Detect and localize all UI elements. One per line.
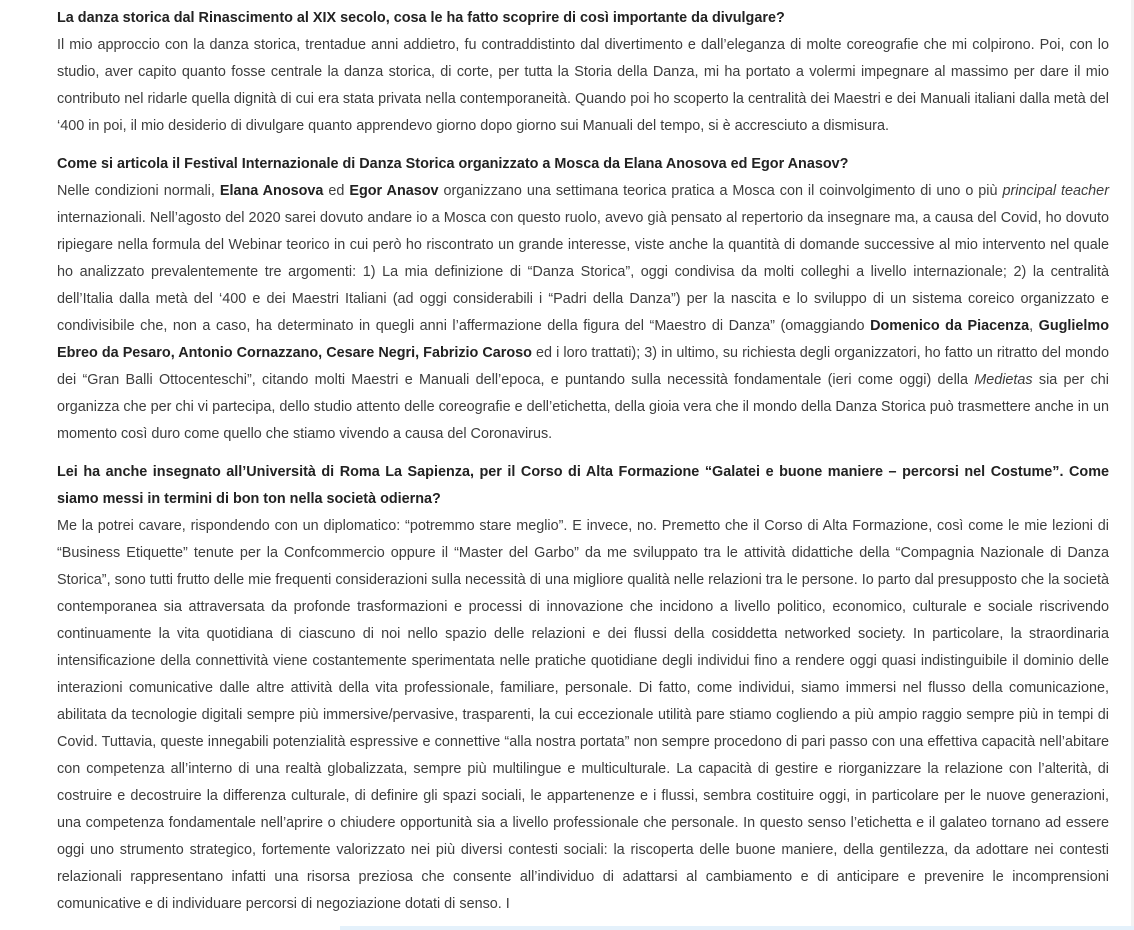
question-2: Come si articola il Festival Internazionale di Danza Storica organizzato a Mosca da Elana Anosova ed Egor Anasov?: [57, 156, 849, 172]
term-medietas: Medietas: [974, 372, 1033, 388]
answer-2: [57, 178, 1109, 448]
answer-2-text: ed i loro trattati); 3) in ultimo, su richiesta degli organizzatori, ho fatto un ritratto del mondo dei “Gran Balli Ottocenteschi”, citando molti Maestri e Manuali dell’epoca, e puntando sulla necessità fondamentale (ieri come oggi) della: [57, 345, 1109, 388]
answer-2-text: ed: [323, 183, 350, 199]
name-egor-anasov: Egor Anasov: [349, 183, 439, 199]
answer-2-text: ,: [1029, 318, 1039, 334]
name-domenico-da-piacenza: Domenico da Piacenza: [870, 318, 1030, 334]
names-dance-masters: Guglielmo Ebreo da Pesaro, Antonio Cornazzano, Cesare Negri, Fabrizio Caroso: [57, 318, 1110, 361]
answer-3: Me la potrei cavare, rispondendo con un diplomatico: “potremmo stare meglio”. E invece, no. Premetto che il Corso di Alta Formazione, così come le mie lezioni di “Business Etiquette” tenute per la Confcommercio oppure il “Master del Garbo” da me sviluppato tra le attività didattiche della “Compagnia Nazionale di Danza Storica”, sono tutti frutto delle mie frequenti considerazioni sulla necessità di una migliore qualità nelle relazioni tra le persone. Io parto dal presupposto che la società contemporanea sia attraversata da profonde trasformazioni e processi di innovazione che incidono a livello politico, economico, culturale e sociale riscrivendo continuamente la vita quotidiana di ciascuno di noi nello spazio delle relazioni e dei flussi della cosiddetta networked society. In particolare, la straordinaria intensificazione della connettività viene costantemente sperimentata nelle pratiche quotidiane degli individui fino a rendere oggi quasi indistinguibile il dominio delle interazioni comunicative dalle altre attività della vita professionale, familiare, personale. Di fatto, come individui, siamo immersi nel flusso della comunicazione, abilitata da tecnologie digitali sempre più immersive/pervasive, trasparenti, la cui eccezionale utilità pare stiamo cogliendo a più ampio raggio sempre più in tempi di Covid. Tuttavia, queste innegabili potenzialità espressive e connettive “alla nostra portata” non sempre procedono di pari passo con una effettiva capacità nell’abitare con competenza all’interno di una realtà globalizzata, sempre più multilingue e multiculturale. La capacità di gestire e riorganizzare la relazione con l’alterità, di costruire e decostruire la differenza culturale, di definire gli spazi sociali, le appartenenze e i flussi, sembra costituire oggi, in particolare per le nuove generazioni, una competenza fondamentale nell’aprire o chiudere opportunità sia a livello professionale che personale. In questo senso l’etichetta e il galateo tornano ad essere oggi uno strumento strategico, fortemente valorizzato nei più diversi contesti sociali: la riscoperta delle buone maniere, della gentilezza, da adottare nei contesti relazionali rappresentano infatti una risorsa preziosa che consente all’individuo di adattarsi al cambiamento e di anticipare e prevenire le incomprensioni comunicative e di individuare percorsi di negoziazione dotati di senso. I: [57, 518, 1109, 912]
term-principal-teacher: principal teacher: [1002, 183, 1109, 199]
bottom-edge-bar: [0, 926, 1134, 930]
interview-article: [57, 5, 1109, 929]
answer-2-text: Nelle condizioni normali,: [57, 183, 220, 199]
answer-2-text: organizzano una settimana teorica pratica a Mosca con il coinvolgimento di uno o più: [438, 183, 1003, 199]
question-3: Lei ha anche insegnato all’Università di Roma La Sapienza, per il Corso di Alta Formazione “Galatei e buone maniere – percorsi nel Costume”. Come siamo messi in termini di bon ton nella società odierna?: [57, 464, 1109, 507]
answer-2-text: internazionali. Nell’agosto del 2020 sarei dovuto andare io a Mosca con questo ruolo, avevo già pensato al repertorio da insegnare ma, a causa del Covid, ho dovuto ripiegare nella formula del Webinar teorico in cui però ho riscontrato un grande interesse, viste anche la quantità di domande successive al mio intervento nel quale ho analizzato prevalentemente tre argomenti: 1) La mia definizione di “Danza Storica”, oggi condivisa da molti colleghi a livello internazionale; 2) la centralità dell’Italia dalla metà del ‘400 e dei Maestri Italiani (ad oggi considerabili i “Padri della Danza”) per la nascita e lo sviluppo di un sistema coreico organizzato e condivisibile che, non a caso, ha determinato in quegli anni l’affermazione della figura del “Maestro di Danza” (omaggiando: [57, 210, 1109, 334]
name-elana-anosova: Elana Anosova: [219, 183, 324, 199]
answer-2-text: sia per chi organizza che per chi vi partecipa, dello studio attento delle coreografie e dell’etichetta, della gioia vera che il mondo della Danza Storica può trasmettere anche in un momento così duro come quello che stiamo vivendo a causa del Coronavirus.: [57, 372, 1110, 442]
answer-1: Il mio approccio con la danza storica, trentadue anni addietro, fu contraddistinto dal divertimento e dall’eleganza di molte coreografie che mi colpirono. Poi, con lo studio, aver capito quanto fosse centrale la danza storica, di corte, per tutta la Storia della Danza, mi ha portato a volermi impegnare al massimo per dare il mio contributo nel ridarle quella dignità di cui era stata privata nella contemporaneità. Quando poi ho scoperto la centralità dei Maestri e dei Manuali italiani dalla metà del ‘400 in poi, il mio desiderio di divulgare quanto apprendevo giorno dopo giorno sui Manuali del tempo, si è accresciuto a dismisura.: [57, 37, 1109, 134]
question-1: La danza storica dal Rinascimento al XIX secolo, cosa le ha fatto scoprire di così importante da divulgare?: [57, 10, 785, 26]
